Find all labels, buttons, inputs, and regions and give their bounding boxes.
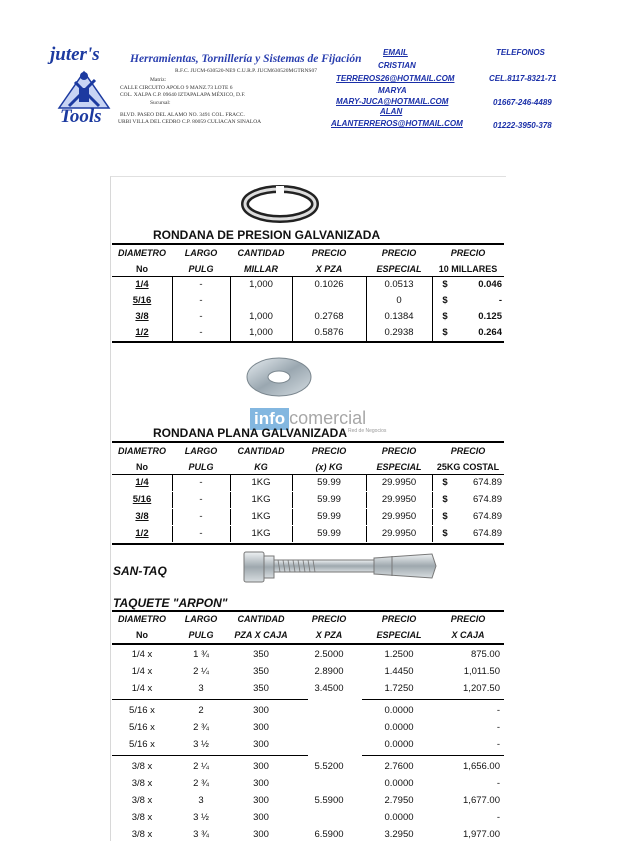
table-cell: -: [496, 705, 500, 716]
table-cell: 300: [253, 795, 269, 806]
table-cell: 1/4 x: [131, 649, 153, 660]
contact-phone: 01222-3950-378: [493, 121, 552, 130]
col-header: PRECIO: [450, 446, 486, 456]
grid-line: [292, 526, 293, 542]
table-cell: 674.89: [472, 494, 502, 505]
table-cell: 1/2: [135, 327, 149, 338]
grid-line: [292, 293, 293, 309]
col-header: DIAMETRO: [118, 248, 166, 258]
col-header: X CAJA: [451, 630, 485, 640]
table-row: [112, 681, 504, 697]
table-cell: 2 ¾: [193, 778, 209, 789]
grid-line: [366, 277, 367, 293]
grid-line: [172, 309, 173, 325]
col-header: X PZA: [315, 264, 343, 274]
grid-line: [230, 526, 231, 542]
table-cell: 1KG: [251, 528, 271, 539]
col-header: PZA X CAJA: [234, 630, 288, 640]
table-cell: $: [442, 477, 448, 488]
contact-email[interactable]: TERREROS26@HOTMAIL.COM: [336, 74, 455, 83]
table-cell: 1,011.50: [463, 666, 500, 677]
col-header: PULG: [188, 630, 214, 640]
grid-line: [292, 325, 293, 341]
section-rule: [112, 243, 504, 245]
logo-text-bottom: Tools: [60, 106, 102, 127]
sucursal-address-1: BLVD. PASEO DEL ALAMO NO. 3491 COL. FRACC.: [120, 112, 245, 118]
col-header: ESPECIAL: [376, 630, 422, 640]
table-cell: $: [442, 511, 448, 522]
table-cell: 0.0000: [384, 812, 414, 823]
grid-line: [230, 509, 231, 525]
section-title: RONDANA DE PRESION GALVANIZADA: [153, 228, 381, 242]
grid-line: [230, 475, 231, 491]
table-cell: 59.99: [317, 477, 341, 488]
section-title: TAQUETE "ARPON": [113, 596, 228, 610]
grid-line: [230, 309, 231, 325]
table-cell: $: [442, 295, 448, 306]
table-cell: -: [496, 739, 500, 750]
table-header: [112, 248, 504, 276]
col-header: CANTIDAD: [237, 248, 285, 258]
table-cell: -: [199, 528, 203, 539]
grid-line: [292, 277, 293, 293]
section-title: RONDANA PLANA GALVANIZADA: [153, 426, 347, 440]
table-cell: 1KG: [251, 511, 271, 522]
table-cell: 5/16 x: [129, 739, 155, 750]
table-cell: 59.99: [317, 494, 341, 505]
table-cell: 2.7600: [384, 761, 414, 772]
rfc-line: R.F.C. JUCM-630520-NE9 C.U.R.P. JUCM630520MGTRNS07: [175, 68, 317, 74]
table-row: [112, 827, 504, 843]
table-cell: 3: [198, 795, 204, 806]
table-cell: -: [496, 722, 500, 733]
table-row: [112, 737, 504, 753]
table-cell: 5/16: [132, 494, 152, 505]
table-cell: 1/4: [135, 279, 149, 290]
table-cell: 2: [198, 705, 204, 716]
table-cell: 59.99: [317, 528, 341, 539]
col-header: 10 MILLARES: [438, 264, 498, 274]
grid-line: [172, 293, 173, 309]
table-cell: 0.5876: [314, 327, 344, 338]
table-cell: 1,656.00: [463, 761, 500, 772]
table-row: [112, 810, 504, 826]
table-cell: 300: [253, 778, 269, 789]
table-cell: 29.9950: [381, 528, 417, 539]
grid-line: [292, 492, 293, 508]
table-cell: -: [498, 295, 502, 306]
table-cell: 1,207.50: [463, 683, 500, 694]
col-header: PRECIO: [311, 248, 347, 258]
table-cell: -: [496, 812, 500, 823]
table-rule: [112, 543, 504, 545]
col-header: DIAMETRO: [118, 446, 166, 456]
col-header: LARGO: [184, 446, 218, 456]
table-cell: $: [442, 279, 448, 290]
col-header: No: [136, 630, 148, 640]
table-row: [112, 647, 504, 663]
table-row: [112, 664, 504, 680]
table-cell: $: [442, 311, 448, 322]
tools-logo-icon: [55, 66, 113, 110]
table-row: [112, 309, 504, 325]
col-header: PRECIO: [450, 248, 486, 258]
table-cell: 3/8 x: [131, 795, 153, 806]
table-cell: 1/4 x: [131, 683, 153, 694]
table-cell: 1.4450: [384, 666, 414, 677]
col-header: X PZA: [315, 630, 343, 640]
table-cell: 1,000: [249, 311, 273, 322]
table-row: [112, 776, 504, 792]
table-cell: 2.8900: [314, 666, 344, 677]
grid-line: [432, 526, 433, 542]
table-cell: $: [442, 494, 448, 505]
table-cell: 300: [253, 705, 269, 716]
contact-email[interactable]: ALANTERREROS@HOTMAIL.COM: [331, 119, 463, 128]
grid-line: [292, 509, 293, 525]
table-cell: 350: [253, 649, 269, 660]
grid-line: [230, 492, 231, 508]
group-rule: [112, 755, 308, 756]
table-cell: 674.89: [472, 511, 502, 522]
table-cell: 5.5900: [314, 795, 344, 806]
col-header: ESPECIAL: [376, 462, 422, 472]
table-header: [112, 446, 504, 474]
grid-line: [366, 293, 367, 309]
col-header: PRECIO: [381, 614, 417, 624]
contact-name: ALAN: [380, 107, 403, 116]
col-header: No: [136, 264, 148, 274]
table-row: [112, 720, 504, 736]
table-cell: 674.89: [472, 528, 502, 539]
table-cell: 1/4 x: [131, 666, 153, 677]
sucursal-address-2: URBI VILLA DEL CEDRO C.P. 80059 CULIACAN SINALOA: [118, 119, 262, 125]
table-cell: 1 ¾: [193, 649, 209, 660]
table-row: [112, 509, 504, 525]
contact-phone: CEL.8117-8321-71: [489, 74, 557, 83]
grid-line: [172, 277, 173, 293]
table-row: [112, 526, 504, 542]
table-cell: 300: [253, 812, 269, 823]
table-cell: 0.2768: [314, 311, 344, 322]
col-header: KG: [254, 462, 268, 472]
table-cell: 0.264: [478, 327, 502, 338]
table-cell: 1,677.00: [463, 795, 500, 806]
grid-line: [230, 325, 231, 341]
col-header: CANTIDAD: [237, 446, 285, 456]
col-header: PRECIO: [450, 614, 486, 624]
table-row: [112, 293, 504, 309]
col-header: PRECIO: [381, 446, 417, 456]
table-cell: 3/8 x: [131, 812, 153, 823]
table-cell: 0.0000: [384, 722, 414, 733]
table-cell: 5.5200: [314, 761, 344, 772]
table-cell: 1.7250: [384, 683, 414, 694]
table-cell: 0.0000: [384, 705, 414, 716]
grid-line: [172, 526, 173, 542]
grid-line: [432, 293, 433, 309]
table-row: [112, 492, 504, 508]
group-rule: [362, 755, 504, 756]
matriz-address-1: CALLE CIRCUITO APOLO 9 MANZ.73 LOTE 6: [120, 85, 233, 91]
table-cell: 875.00: [470, 649, 500, 660]
table-cell: 3 ½: [193, 739, 209, 750]
col-header: PRECIO: [381, 248, 417, 258]
brand-label: SAN-TAQ: [113, 564, 167, 578]
table-cell: 0.0000: [384, 778, 414, 789]
grid-line: [432, 475, 433, 491]
contact-phone: 01667-246-4489: [493, 98, 552, 107]
col-header: PULG: [188, 264, 214, 274]
table-cell: 1/2: [135, 528, 149, 539]
section-rule: [112, 610, 504, 612]
table-cell: -: [199, 494, 203, 505]
grid-line: [366, 526, 367, 542]
table-row: [112, 277, 504, 293]
contact-name: MARYA: [378, 86, 407, 95]
table-cell: 1KG: [251, 494, 271, 505]
col-header: No: [136, 462, 148, 472]
col-header: PRECIO: [311, 446, 347, 456]
table-cell: 5/16 x: [129, 722, 155, 733]
col-header: MILLAR: [244, 264, 278, 274]
table-row: [112, 325, 504, 341]
table-row: [112, 475, 504, 491]
grid-line: [230, 277, 231, 293]
grid-line: [432, 309, 433, 325]
grid-line: [172, 492, 173, 508]
company-tagline: Herramientas, Tornillería y Sistemas de Fijación: [130, 53, 362, 65]
table-cell: 29.9950: [381, 511, 417, 522]
section-rule: [112, 441, 504, 443]
table-cell: -: [199, 295, 203, 306]
group-rule: [112, 699, 308, 700]
flat-washer-icon: [245, 355, 313, 399]
table-cell: 3 ¾: [193, 829, 209, 840]
table-row: [112, 793, 504, 809]
table-cell: 2 ¼: [193, 761, 209, 772]
col-header: PULG: [188, 462, 214, 472]
table-cell: -: [199, 311, 203, 322]
table-cell: -: [199, 511, 203, 522]
table-header: [112, 614, 504, 642]
table-cell: 0.1384: [384, 311, 414, 322]
table-cell: -: [496, 778, 500, 789]
col-header: PRECIO: [311, 614, 347, 624]
table-cell: 1,000: [249, 279, 273, 290]
grid-line: [292, 309, 293, 325]
sucursal-label: Sucursal:: [150, 100, 171, 106]
logo-text-top: juter's: [50, 44, 100, 65]
table-cell: 6.5900: [314, 829, 344, 840]
table-cell: 3/8: [135, 311, 149, 322]
grid-line: [366, 475, 367, 491]
table-cell: 300: [253, 761, 269, 772]
grid-line: [432, 277, 433, 293]
table-cell: -: [199, 279, 203, 290]
table-cell: 350: [253, 683, 269, 694]
grid-line: [366, 309, 367, 325]
matriz-label: Matriz:: [150, 77, 167, 83]
table-cell: -: [199, 477, 203, 488]
table-cell: 0: [396, 295, 402, 306]
grid-line: [172, 509, 173, 525]
table-cell: 674.89: [472, 477, 502, 488]
table-cell: 5/16 x: [129, 705, 155, 716]
table-cell: 1,977.00: [463, 829, 500, 840]
table-cell: 0.046: [478, 279, 502, 290]
table-cell: 0.0000: [384, 739, 414, 750]
table-rule: [112, 341, 504, 343]
col-header: ESPECIAL: [376, 264, 422, 274]
col-header: LARGO: [184, 614, 218, 624]
table-cell: 3/8 x: [131, 761, 153, 772]
grid-line: [366, 509, 367, 525]
table-cell: 3.2950: [384, 829, 414, 840]
group-rule: [362, 699, 504, 700]
lock-washer-icon: [240, 183, 320, 223]
watermark-info: info: [250, 408, 289, 430]
watermark-comercial: comercial: [289, 408, 367, 428]
table-cell: 3/8 x: [131, 829, 153, 840]
col-header: 25KG COSTAL: [436, 462, 500, 472]
table-cell: 0.1026: [314, 279, 344, 290]
contact-email[interactable]: MARY-JUCA@HOTMAIL.COM: [336, 97, 449, 106]
table-cell: 3.4500: [314, 683, 344, 694]
grid-line: [172, 475, 173, 491]
table-cell: 2.5000: [314, 649, 344, 660]
col-header: (x) KG: [315, 462, 343, 472]
table-cell: 29.9950: [381, 477, 417, 488]
telefonos-label: TELEFONOS: [496, 48, 545, 57]
grid-line: [432, 509, 433, 525]
table-cell: $: [442, 528, 448, 539]
table-cell: 1.2500: [384, 649, 414, 660]
col-header: DIAMETRO: [118, 614, 166, 624]
grid-line: [292, 475, 293, 491]
anchor-bolt-icon: [242, 546, 438, 586]
table-cell: 3/8 x: [131, 778, 153, 789]
email-label: EMAIL: [383, 48, 408, 57]
table-cell: 59.99: [317, 511, 341, 522]
table-cell: 29.9950: [381, 494, 417, 505]
grid-line: [432, 325, 433, 341]
grid-line: [172, 325, 173, 341]
table-cell: 350: [253, 666, 269, 677]
grid-line: [432, 492, 433, 508]
col-header: LARGO: [184, 248, 218, 258]
col-header: CANTIDAD: [237, 614, 285, 624]
grid-line: [230, 293, 231, 309]
table-cell: 1KG: [251, 477, 271, 488]
watermark-sub: Red de Negocios: [348, 428, 387, 434]
table-cell: 300: [253, 722, 269, 733]
table-cell: 1,000: [249, 327, 273, 338]
table-cell: 2 ¼: [193, 666, 209, 677]
grid-line: [366, 325, 367, 341]
table-cell: 2.7950: [384, 795, 414, 806]
table-cell: 3 ½: [193, 812, 209, 823]
table-cell: 3/8: [135, 511, 149, 522]
contact-name: CRISTIAN: [378, 61, 416, 70]
matriz-address-2: COL. XALPA C.P. 09640 IZTAPALAPA MÉXICO, D.F.: [120, 92, 246, 98]
table-cell: -: [199, 327, 203, 338]
table-cell: 0.2938: [384, 327, 414, 338]
table-cell: 3: [198, 683, 204, 694]
table-cell: 300: [253, 739, 269, 750]
table-cell: 5/16: [132, 295, 152, 306]
table-cell: $: [442, 327, 448, 338]
table-row: [112, 703, 504, 719]
table-cell: 2 ¾: [193, 722, 209, 733]
table-rule: [112, 643, 504, 645]
table-cell: 0.0513: [384, 279, 414, 290]
grid-line: [366, 492, 367, 508]
table-cell: 1/4: [135, 477, 149, 488]
table-row: [112, 759, 504, 775]
table-cell: 300: [253, 829, 269, 840]
table-cell: 0.125: [478, 311, 502, 322]
